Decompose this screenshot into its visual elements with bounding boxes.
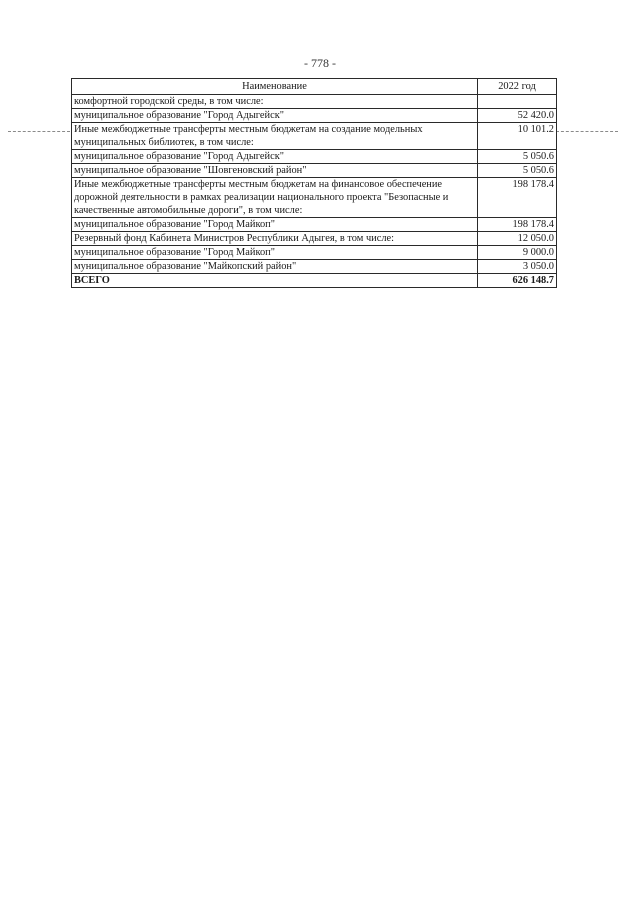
row-value: 12 050.0: [478, 232, 557, 246]
row-name: Иные межбюджетные трансферты местным бюджетам на финансовое обеспечение дорожной деятельности в рамках реализации национального проекта "Безопасные и качественные автомобильные дороги", в том числе:: [72, 178, 478, 218]
header-year: 2022 год: [478, 79, 557, 95]
row-name: муниципальное образование "Шовгеновский район": [72, 164, 478, 178]
row-name: Иные межбюджетные трансферты местным бюджетам на создание модельных муниципальных библиотек, в том числе:: [72, 123, 478, 150]
row-value: 5 050.6: [478, 164, 557, 178]
table-row: [72, 164, 557, 178]
table-row: [72, 178, 557, 218]
row-value: 3 050.0: [478, 260, 557, 274]
table-row: [72, 232, 557, 246]
row-value: 5 050.6: [478, 150, 557, 164]
row-value: 198 178.4: [478, 218, 557, 232]
table-row: [72, 109, 557, 123]
page-number: - 778 -: [304, 56, 336, 70]
table-row: [72, 260, 557, 274]
row-name: муниципальное образование "Город Адыгейск": [72, 150, 478, 164]
row-value: [478, 95, 557, 109]
table-header-row: [72, 79, 557, 95]
total-label: ВСЕГО: [72, 274, 478, 288]
row-name: комфортной городской среды, в том числе:: [72, 95, 478, 109]
budget-table: [71, 78, 557, 288]
table-row: [72, 246, 557, 260]
row-name: Резервный фонд Кабинета Министров Республики Адыгея, в том числе:: [72, 232, 478, 246]
header-name: Наименование: [72, 79, 478, 95]
scan-artifact-line-right: [556, 131, 618, 132]
table-row: [72, 218, 557, 232]
row-value: 9 000.0: [478, 246, 557, 260]
row-name: муниципальное образование "Майкопский район": [72, 260, 478, 274]
row-value: 198 178.4: [478, 178, 557, 218]
total-value: 626 148.7: [478, 274, 557, 288]
scan-artifact-line-left: [8, 131, 70, 132]
table-row: [72, 123, 557, 150]
table-row: [72, 150, 557, 164]
row-name: муниципальное образование "Город Майкоп": [72, 218, 478, 232]
row-name: муниципальное образование "Город Адыгейск": [72, 109, 478, 123]
row-name: муниципальное образование "Город Майкоп": [72, 246, 478, 260]
row-value: 52 420.0: [478, 109, 557, 123]
table-row: [72, 95, 557, 109]
row-value: 10 101.2: [478, 123, 557, 150]
total-row: [72, 274, 557, 288]
